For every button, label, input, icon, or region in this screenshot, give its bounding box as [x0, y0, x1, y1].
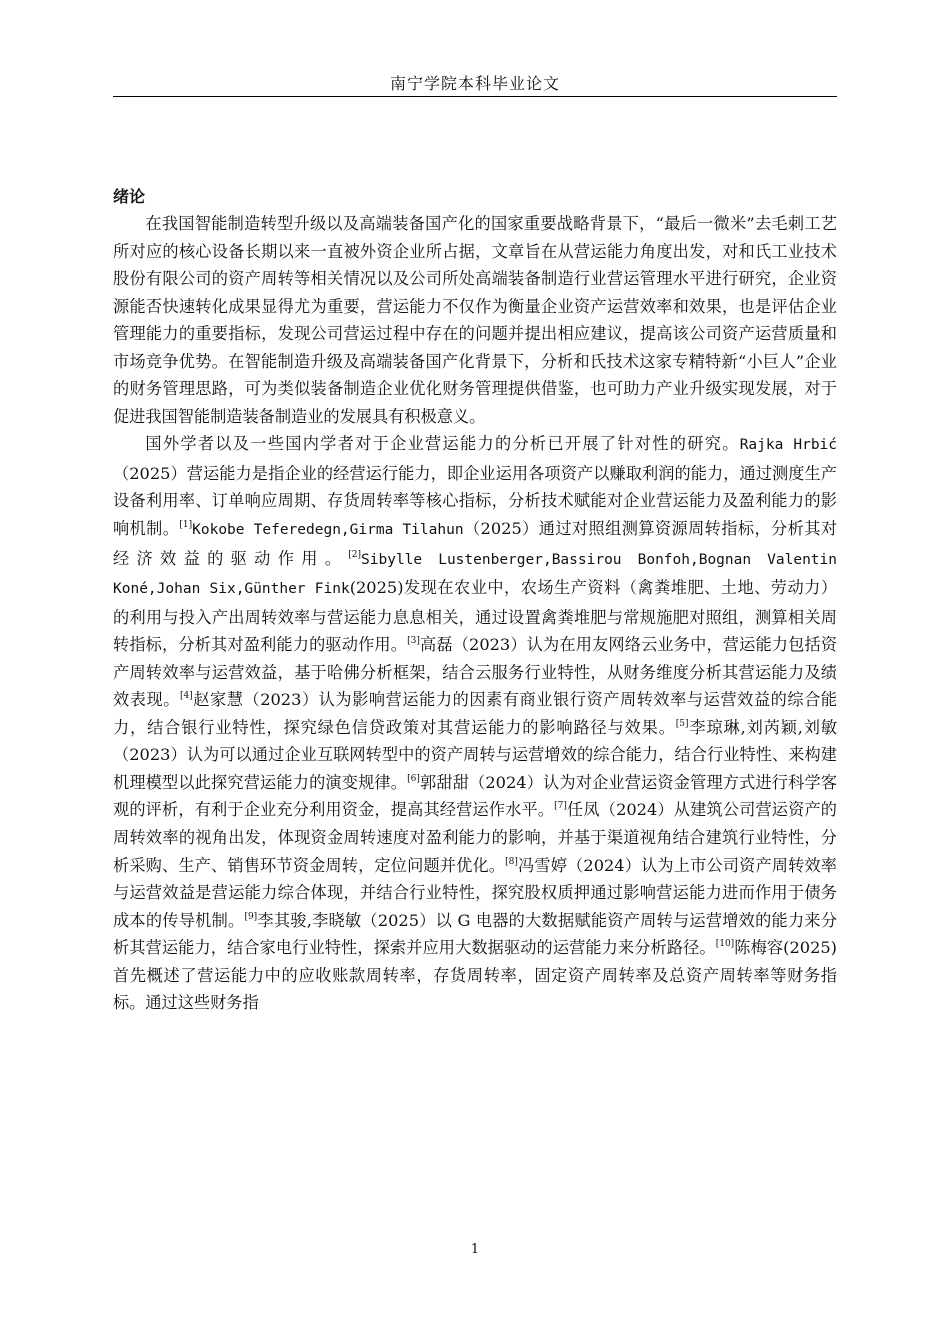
reference-marker: [1] — [179, 520, 193, 531]
citation-text: 李琼琳,刘芮颖,刘敏（2023）认为可以通过企业互联网转型中的资产周转与运营增效的综合能力，结合行业特性、来构建机理模型以此探究营运能力的演变规律。 — [113, 717, 838, 792]
citation-text: 赵家慧（2023）认为影响营运能力的因素有商业银行资产周转效率与运营效益的综合能力，结合银行业特性，探究绿色信贷政策对其营运能力的影响路径与效果。 — [113, 690, 837, 737]
paragraph-2 — [113, 430, 837, 1016]
header-divider — [113, 96, 837, 97]
reference-marker: [7] — [554, 801, 567, 812]
reference-marker: [3] — [407, 636, 420, 647]
citation-text: 冯雪婷（2024）认为上市公司资产周转效率与运营效益是营运能力综合体现，并结合行业特性，探究股权质押通过影响营运能力进而作用于债务成本的传导机制。 — [113, 855, 837, 930]
reference-marker: [8] — [505, 856, 518, 867]
reference-marker: [10] — [715, 939, 735, 950]
paragraph-2-intro: 国外学者以及一些国内学者对于企业营运能力的分析已开展了针对性的研究。 — [145, 434, 740, 454]
citation-text: 陈梅容(2025)首先概述了营运能力中的应收账款周转率，存货周转率，固定资产周转率及总资产周转率等财务指标。通过这些财务指 — [113, 938, 838, 1013]
citation-author: Rajka Hrbić — [739, 437, 838, 454]
citation-text: 郭甜甜（2024）认为对企业营运资金管理方式进行科学客观的评析，有利于企业充分利用资金，提高其经营运作水平。 — [113, 772, 837, 820]
reference-marker: [6] — [407, 773, 420, 784]
body-text — [113, 210, 837, 1017]
citation-text: （2025）通过对照组测算资源周转指标，分析其对经济效益的驱动作用。 — [113, 519, 838, 568]
citation-author: Kokobe Teferedegn,Girma Tilahun — [192, 522, 464, 539]
citation-author: Sibylle Lustenberger,Bassirou Bonfoh,Bognan Valentin Koné,Johan Six,Günther Fink — [113, 551, 837, 598]
reference-marker: [9] — [244, 911, 258, 922]
citation-text: 高磊（2023）认为在用友网络云业务中，营运能力包括资产周转效率与运营效益，基于哈佛分析框架，结合云服务行业特性，从财务维度分析其营运能力及绩效表现。 — [113, 635, 837, 710]
page-number: 1 — [470, 1242, 480, 1257]
citation-text: 任凤（2024）从建筑公司营运资产的周转效率的视角出发，体现资金周转速度对盈利能力的影响，并基于渠道视角结合建筑行业特性，分析采购、生产、销售环节资金周转，定位问题并优化。 — [113, 800, 837, 875]
running-header: 南宁学院本科毕业论文 — [389, 74, 560, 93]
reference-marker: [4] — [179, 691, 193, 702]
section-heading: 绪论 — [113, 187, 146, 206]
reference-marker: [2] — [348, 549, 362, 560]
paragraph-1: 在我国智能制造转型升级以及高端装备国产化的国家重要战略背景下，“最后一微米”去毛刺工艺所对应的核心设备长期以来一直被外资企业所占据，文章旨在从营运能力角度出发，对和氏工业技术股份有限公司的资产周转等相关情况以及公司所处高端装备制造行业营运管理水平进行研究，企业资源能否快速转化成果显得尤为重要，营运能力不仅作为衡量企业资产运营效率和效果，也是评估企业管理能力的重要指标，发现公司营运过程中存在的问题并提出相应建议，提高该公司资产运营质量和市场竞争优势。在智能制造升级及高端装备国产化背景下，分析和氏技术这家专精特新“小巨人”企业的财务管理思路，可为类似装备制造企业优化财务管理提供借鉴，也可助力产业升级实现发展，对于促进我国智能制造装备制造业的发展具有积极意义。 — [113, 214, 837, 426]
citation-text: （2025）营运能力是指企业的经营运行能力，即企业运用各项资产以赚取利润的能力，通过测度生产设备利用率、订单响应周期、存货周转率等核心指标，分析技术赋能对企业营运能力及盈利能力的影响机制。 — [113, 463, 837, 539]
citation-text: (2025)发现在农业中，农场生产资料（禽粪堆肥、土地、劳动力）的利用与投入产出周转效率与营运能力息息相关，通过设置禽粪堆肥与常规施肥对照组，测算相关周转指标，分析其对盈利能力的驱动作用。 — [113, 578, 838, 655]
citation-text: 李其骏,李晓敏（2025）以 G 电器的大数据赋能资产周转与运营增效的能力来分析其营运能力，结合家电行业特性，探索并应用大数据驱动的运营能力来分析路径。 — [113, 910, 838, 958]
reference-marker: [5] — [675, 718, 689, 729]
